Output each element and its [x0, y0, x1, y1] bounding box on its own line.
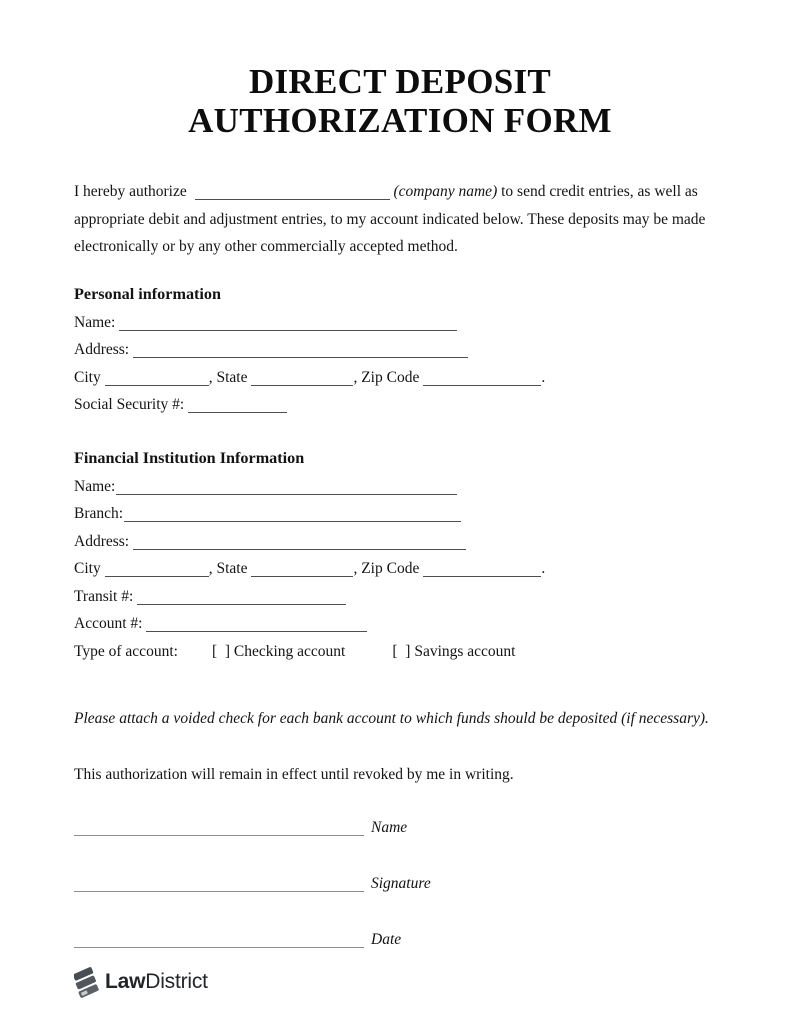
signature-name-row [74, 814, 720, 842]
intro-paragraph [74, 178, 720, 261]
stacked-cards-icon [74, 967, 100, 998]
date-field[interactable] [74, 936, 364, 948]
ssn-label: Social Security #: [74, 396, 185, 413]
signature-date-row [74, 926, 720, 954]
checking-label: Checking account [233, 642, 346, 660]
financial-name-field[interactable] [116, 483, 457, 495]
personal-state-field[interactable] [251, 374, 353, 386]
financial-name-label: Name: [74, 477, 116, 495]
printed-name-field[interactable] [74, 824, 364, 836]
transit-label: Transit #: [74, 587, 134, 605]
personal-city-label: City [74, 368, 101, 386]
personal-info-heading: Personal information [74, 284, 222, 303]
transit-field[interactable] [137, 593, 346, 605]
personal-address-field[interactable] [133, 346, 468, 358]
form-title [0, 0, 800, 140]
signature-sign-row [74, 870, 720, 898]
account-row [74, 610, 720, 638]
financial-zip-field[interactable] [423, 565, 541, 577]
revocation-note: This authorization will remain in effect until revoked by me in writing. [74, 765, 514, 783]
financial-state-field[interactable] [251, 565, 353, 577]
account-type-row [74, 638, 720, 666]
financial-address-label: Address: [74, 532, 130, 550]
printed-name-label: Name [371, 819, 408, 836]
intro-body: to send credit entries, as well as appropriate debit and adjustment entries, to my account indicated below. These deposits may be made electronically or by any other commercially accepted method. [74, 183, 706, 255]
personal-zip-label: , Zip Code [353, 368, 420, 386]
personal-name-row [74, 309, 720, 337]
personal-state-label: , State [208, 368, 248, 386]
savings-label: Savings account [414, 642, 516, 660]
financial-zip-label: , Zip Code [353, 560, 420, 577]
brand-wordmark [105, 970, 208, 994]
date-label: Date [371, 931, 402, 948]
financial-branch-row [74, 500, 720, 528]
financial-address-row [74, 528, 720, 556]
personal-address-row [74, 336, 720, 364]
financial-name-row [74, 473, 720, 501]
form-title-line1: DIRECT DEPOSIT [248, 62, 552, 101]
brand-district: District [145, 970, 208, 993]
personal-zip-field[interactable] [423, 374, 541, 386]
intro-lead: I hereby authorize [74, 183, 187, 200]
ssn-field[interactable] [188, 401, 287, 413]
company-name-hint: (company name) [393, 183, 498, 200]
personal-row-period: . [541, 368, 546, 386]
lawdistrict-logo [74, 967, 720, 998]
account-type-label: Type of account: [74, 642, 178, 660]
brand-law: Law [105, 970, 146, 993]
form-title-line2: AUTHORIZATION FORM [188, 101, 612, 140]
financial-branch-field[interactable] [124, 510, 461, 522]
financial-branch-label: Branch: [74, 505, 124, 522]
financial-address-field[interactable] [133, 538, 466, 550]
account-label: Account #: [74, 615, 143, 632]
financial-state-label: , State [208, 560, 248, 577]
company-name-field[interactable] [195, 188, 390, 200]
personal-name-field[interactable] [119, 319, 457, 331]
checking-checkbox[interactable]: [ ] [211, 642, 231, 660]
personal-name-label: Name: [74, 313, 116, 331]
financial-city-state-zip-row [74, 555, 720, 583]
financial-row-period: . [541, 560, 546, 577]
signature-field[interactable] [74, 880, 364, 892]
personal-city-field[interactable] [105, 374, 209, 386]
account-field[interactable] [146, 620, 367, 632]
signature-label: Signature [371, 875, 431, 892]
financial-info-heading: Financial Institution Information [74, 448, 305, 467]
ssn-row [74, 391, 720, 419]
savings-checkbox[interactable]: [ ] [392, 642, 411, 660]
transit-row [74, 583, 720, 611]
financial-city-label: City [74, 560, 101, 577]
voided-check-note: Please attach a voided check for each bank account to which funds should be deposited (if necessary). [74, 710, 709, 727]
personal-address-label: Address: [74, 341, 130, 358]
financial-city-field[interactable] [105, 565, 209, 577]
personal-city-state-zip-row [74, 364, 720, 392]
